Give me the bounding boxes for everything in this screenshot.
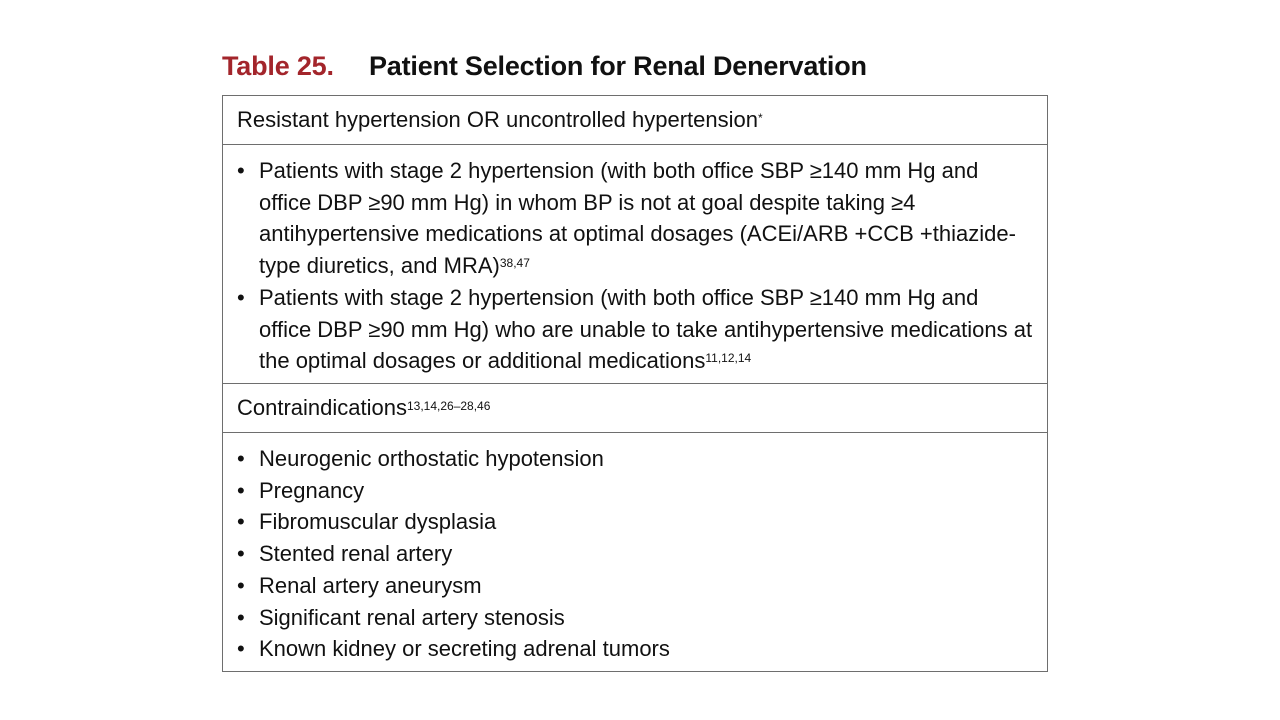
- contraindications-list: [237, 443, 1033, 665]
- contraindications-header-text: Contraindications: [237, 395, 407, 420]
- bullet-icon: •: [237, 158, 245, 183]
- indication-text: Patients with stage 2 hypertension (with both office SBP ≥140 mm Hg and office DBP ≥90 mm Hg) in whom BP is not at goal despite taking ≥4 antihypertensive medications at optimal dosages (ACEi/ARB +CCB +thiazide-type diuretics, and MRA): [259, 158, 1016, 279]
- indication-citation: 11,12,14: [705, 351, 752, 366]
- bullet-icon: •: [237, 572, 245, 598]
- indications-body: [223, 145, 1047, 384]
- contraindication-text: Neurogenic orthostatic hypotension: [259, 446, 604, 471]
- bullet-icon: •: [237, 509, 245, 535]
- list-item: [237, 602, 1033, 634]
- list-item: [237, 443, 1033, 475]
- contraindication-text: Renal artery aneurysm: [259, 572, 482, 598]
- list-item: [237, 633, 1033, 665]
- contraindication-text: Significant renal artery stenosis: [259, 604, 565, 630]
- list-item: [237, 475, 1033, 507]
- indication-text: Patients with stage 2 hypertension (with both office SBP ≥140 mm Hg and office DBP ≥90 mm Hg) who are unable to take antihypertensive medications at the optimal dosages or additional medications: [259, 284, 1033, 374]
- indications-header-footnote: *: [757, 111, 763, 125]
- bullet-icon: •: [237, 604, 245, 630]
- table-caption: [222, 46, 867, 86]
- contraindications-body: [223, 433, 1047, 671]
- contraindications-header: [223, 384, 1047, 433]
- bullet-icon: •: [237, 541, 245, 567]
- indications-header: [223, 96, 1047, 145]
- list-item: [237, 570, 1033, 602]
- contraindication-text: Known kidney or secreting adrenal tumors: [259, 636, 670, 662]
- bullet-icon: •: [237, 477, 245, 503]
- list-item: [237, 506, 1033, 538]
- contraindications-header-citation: 13,14,26–28,46: [406, 399, 491, 413]
- contraindication-text: Stented renal artery: [259, 541, 453, 567]
- indications-header-text: Resistant hypertension OR uncontrolled hypertension: [237, 107, 758, 132]
- list-item: [237, 155, 1033, 282]
- bullet-icon: •: [237, 284, 245, 310]
- indication-citation: 38,47: [499, 256, 530, 271]
- bullet-icon: •: [237, 636, 245, 662]
- table-number: Table 25.: [222, 50, 334, 81]
- list-item: [237, 538, 1033, 570]
- contraindication-text: Fibromuscular dysplasia: [259, 509, 497, 535]
- table-title: Patient Selection for Renal Denervation: [369, 50, 867, 81]
- indications-list: [237, 155, 1033, 377]
- contraindication-text: Pregnancy: [259, 477, 365, 503]
- bullet-icon: •: [237, 446, 245, 471]
- selection-table: [222, 95, 1048, 672]
- list-item: [237, 282, 1033, 377]
